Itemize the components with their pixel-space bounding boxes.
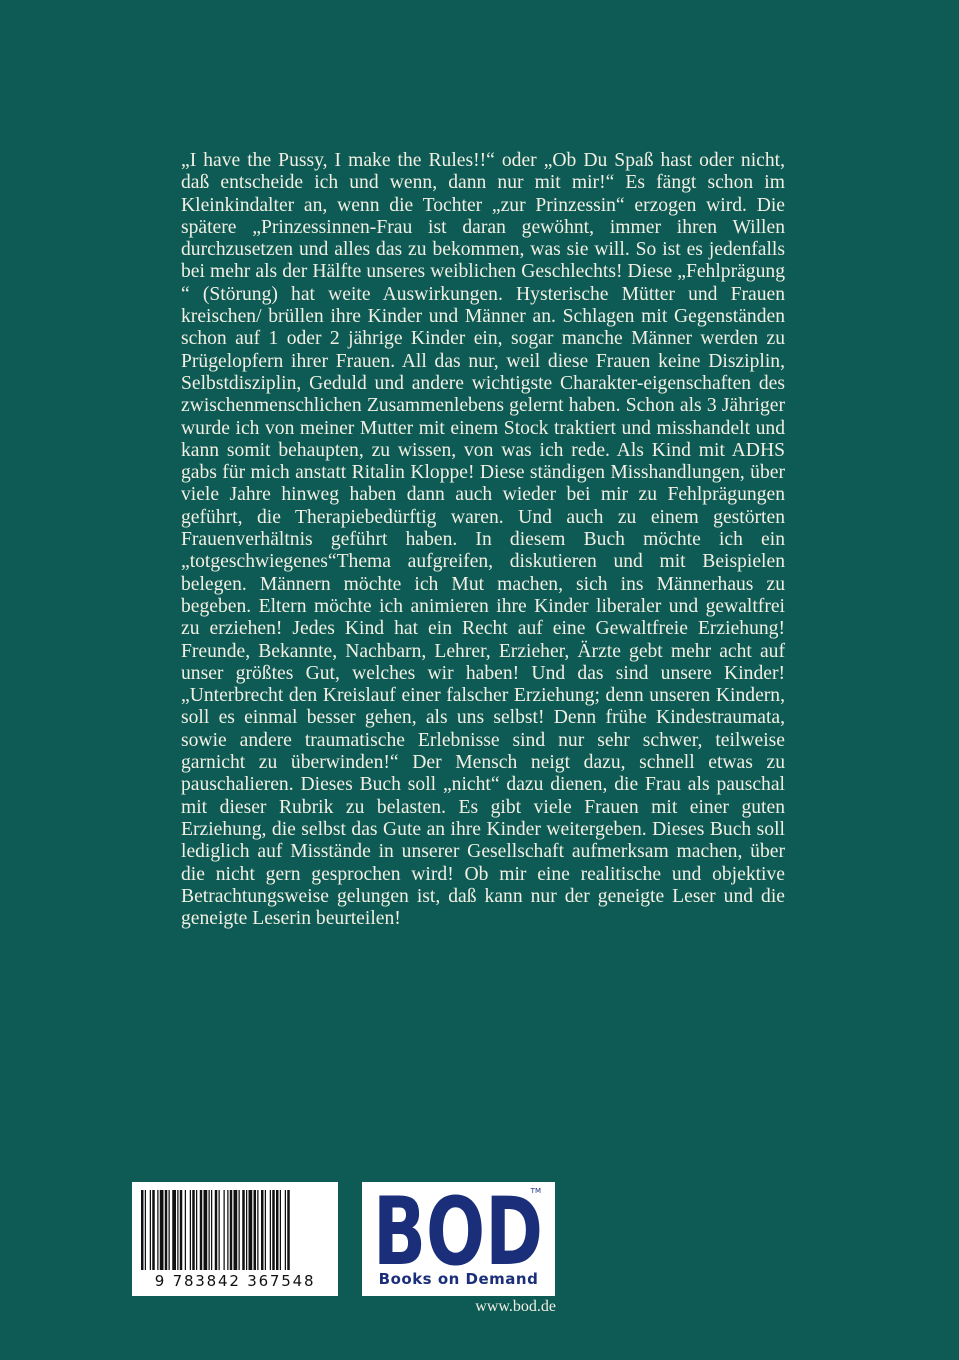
barcode-bar — [160, 1190, 164, 1270]
barcode-bar — [219, 1190, 220, 1270]
barcode-bar — [169, 1190, 170, 1270]
isbn-barcode — [132, 1182, 338, 1296]
barcode-bar — [246, 1190, 247, 1270]
barcode-bar — [211, 1190, 212, 1270]
barcode-bar — [196, 1190, 197, 1270]
barcode-bar — [172, 1190, 176, 1270]
barcode-bar — [249, 1190, 253, 1270]
barcode-bar — [270, 1190, 271, 1270]
barcode-bar — [157, 1190, 158, 1270]
barcode-bar — [230, 1190, 233, 1270]
isbn-number: 9 783842 367548 — [154, 1272, 316, 1290]
barcode-bar — [224, 1190, 225, 1270]
barcode-bar — [165, 1190, 168, 1270]
barcode-bar — [254, 1190, 257, 1270]
barcode-bar — [215, 1190, 218, 1270]
barcode-bar — [145, 1190, 146, 1270]
barcode-bar — [276, 1190, 279, 1270]
barcode-bar — [280, 1190, 281, 1270]
barcode-bar — [261, 1190, 264, 1270]
barcode-bar — [287, 1190, 290, 1270]
back-cover-blurb — [181, 150, 785, 930]
barcode-bar — [239, 1190, 240, 1270]
barcode-bar — [234, 1190, 238, 1270]
barcode-bar — [272, 1190, 275, 1270]
bod-logo-icon — [372, 1190, 545, 1268]
publisher-tagline: Books on Demand — [378, 1270, 539, 1288]
barcode-bar — [192, 1190, 195, 1270]
barcode-bar — [141, 1190, 144, 1270]
barcode-bar — [204, 1190, 208, 1270]
barcode-bar — [265, 1190, 266, 1270]
publisher-logo — [362, 1182, 555, 1296]
barcode-bar — [227, 1190, 228, 1270]
barcode-bar — [150, 1190, 151, 1270]
barcode-bar — [152, 1190, 155, 1270]
barcode-bar — [200, 1190, 203, 1270]
barcode-bars-icon — [141, 1190, 329, 1270]
barcode-bar — [285, 1190, 286, 1270]
barcode-bar — [180, 1190, 183, 1270]
publisher-url: www.bod.de — [475, 1298, 556, 1315]
barcode-bar — [190, 1190, 191, 1270]
barcode-bar — [177, 1190, 178, 1270]
trademark-mark: TM — [530, 1187, 541, 1195]
barcode-bar — [257, 1190, 258, 1270]
bod-logo-letters: BOD — [373, 1190, 543, 1268]
barcode-bar — [185, 1190, 186, 1270]
blurb-text: „I have the Pussy, I make the Rules!!“ oder „Ob Du Spaß hast oder nicht, daß entscheide ich und wenn, dann nur mit mir!“ Es fängt schon im Kleinkindalter an, wenn die Tochter „zur Prinzessin“ erzogen wird. Die spätere „Prinzessinnen-Frau ist daran gewöhnt, immer ihren Willen durchzusetzen und alles das zu bekommen, was sie will. So ist es jedenfalls bei mehr als der Hälfte unseres weiblichen Geschlechts! Diese „Fehlprägung “ (Störung) hat weite Auswirkungen. Hysterische Mütter und Frauen kreischen/ brüllen ihre Kinder und Männer an. Schlagen mit Gegenständen schon auf 1 oder 2 jährige Kinder ein, sogar manche Männer werden zu Prügelopfern ihrer Frauen. All das nur, weil diese Frauen keine Disziplin, Selbstdisziplin, Geduld und andere wichtigste Charakter-eigenschaften des zwischenmenschlichen Zusammenlebens gelernt haben. Schon als 3 Jähriger wurde ich von meiner Mutter mit einem Stock traktiert und misshandelt und kann somit behaupten, zu wissen, von was ich rede. Als Kind mit ADHS gabs für mich anstatt Ritalin Kloppe! Diese ständigen Misshandlungen, über viele Jahre hinweg haben dann auch wieder bei mir zu Fehlprägungen geführt, die Therapiebedürftig waren. Und auch zu einem gestörten Frauenverhältnis geführt haben. In diesem Buch möchte ich ein „totgeschwiegenes“Thema aufgreifen, diskutieren und mit Beispielen belegen. Männern möchte ich Mut machen, sich ins Männerhaus zu begeben. Eltern möchte ich animieren ihre Kinder liberaler und gewaltfrei zu erziehen! Jedes Kind hat ein Recht auf eine Gewaltfreie Erziehung! Freunde, Bekannte, Nachbarn, Lehrer, Erzieher, Ärzte gebt mehr acht auf unser größtes Gut, welches wir haben! Und das sind unsere Kinder! „Unterbrecht den Kreislauf einer falscher Erziehung; denn unseren Kindern, soll es einmal besser gehen, als uns selbst! Denn frühe Kindestraumata, sowie andere traumatische Erlebnisse sind nur sehr schwer, teilweise garnicht zu überwinden!“ Der Mensch neigt dazu, schnell etwas zu pauschalieren. Dieses Buch soll „nicht“ dazu dienen, die Frau als pauschal mit dieser Rubrik zu belasten. Es gibt viele Frauen mit einer guten Erziehung, die selbst das Gute an ihre Kinder weitergeben. Dieses Buch soll lediglich auf Misstände in unserer Gesellschaft aufmerksam machen, über die nicht gern gesprochen wird! Ob mir eine realitische und objektive Betrachtungsweise gelungen ist, daß kann nur der geneigte Leser und die geneigte Leserin beurteilen! — [181, 150, 785, 930]
barcode-bar — [209, 1190, 210, 1270]
barcode-bar — [242, 1190, 245, 1270]
